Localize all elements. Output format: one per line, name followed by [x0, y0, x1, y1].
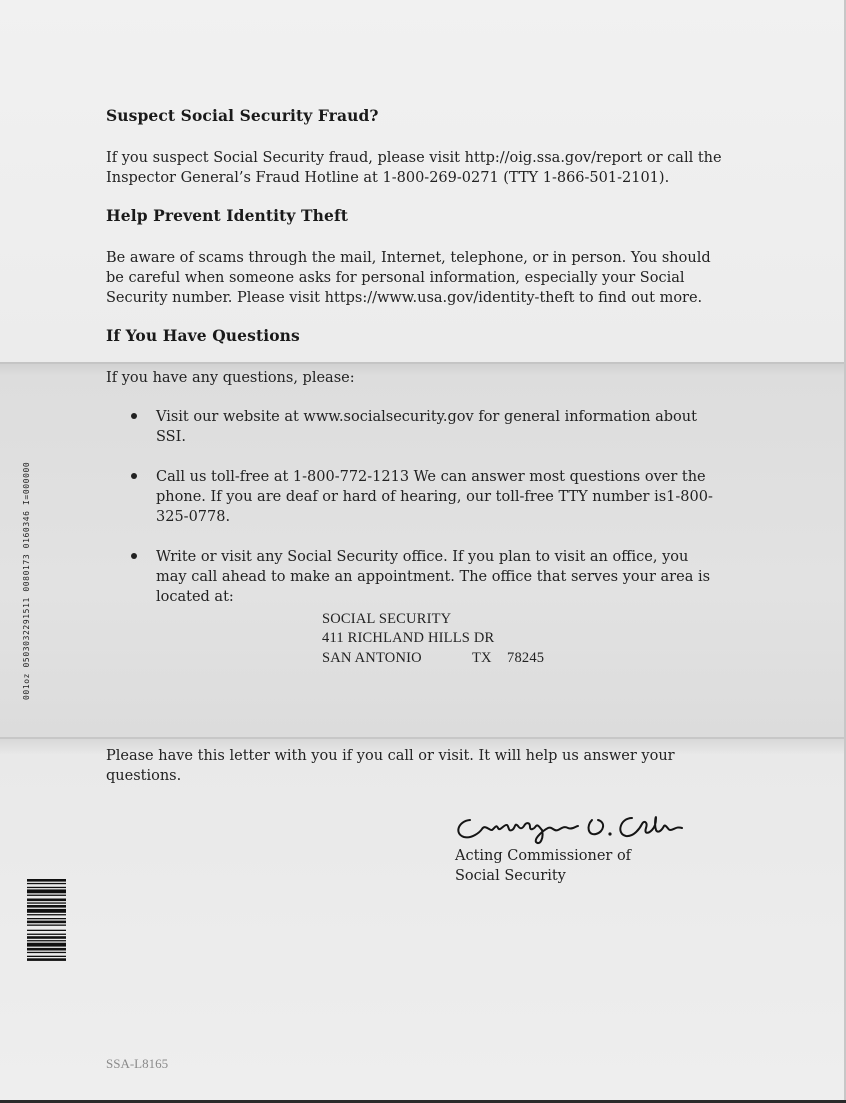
barcode-bar: [27, 956, 66, 957]
office-city: SAN ANTONIO: [322, 650, 422, 666]
identity-heading: Help Prevent Identity Theft: [106, 206, 349, 225]
fraud-text-line: Inspector General’s Fraud Hotline at 1-800-269-0271 (TTY 1-866-501-2101).: [106, 170, 670, 186]
bullet-website: [156, 407, 746, 447]
barcode-bar: [27, 879, 66, 882]
bullet-line: SSI.: [156, 429, 186, 445]
barcode-bar: [27, 958, 66, 961]
fraud-text-line: If you suspect Social Security fraud, please visit http://oig.ssa.gov/report or call the: [106, 150, 722, 166]
barcode-bar: [27, 905, 66, 908]
bullet-line: located at:: [156, 589, 234, 605]
barcode-bar: [27, 889, 66, 893]
paper-panel-bottom: [0, 737, 846, 1103]
form-code: SSA-L8165: [106, 1056, 169, 1071]
bullet-dot: [131, 473, 137, 479]
identity-text-line: Security number. Please visit https://www.usa.gov/identity-theft to find out more.: [106, 290, 703, 306]
barcode-bar: [27, 921, 66, 924]
office-name: SOCIAL SECURITY: [322, 611, 452, 627]
barcode-bar: [27, 909, 66, 913]
barcode-bar: [27, 930, 66, 931]
barcode-bar: [27, 918, 66, 919]
closing-line: Please have this letter with you if you call or visit. It will help us answer your: [106, 748, 675, 764]
signer-title-line: Social Security: [455, 868, 566, 884]
identity-text-line: be careful when someone asks for personal information, especially your Social: [106, 270, 685, 286]
barcode-bar: [27, 902, 66, 903]
questions-heading: If You Have Questions: [106, 326, 300, 345]
barcode-bar: [27, 948, 66, 951]
barcode-bar: [27, 952, 66, 953]
barcode-image: [27, 879, 66, 990]
signer-title-line: Acting Commissioner of: [455, 848, 632, 864]
barcode-bar: [27, 940, 66, 941]
bullet-line: Call us toll-free at 1-800-772-1213 We can answer most questions over the: [156, 469, 706, 485]
closing-line: questions.: [106, 768, 182, 784]
bullet-phone: [156, 467, 746, 527]
barcode-bar: [27, 934, 66, 935]
bullet-line: 325-0778.: [156, 509, 231, 525]
barcode-bar: [27, 883, 66, 884]
mailing-code: 001oz 0503032291511 0080173 0160346 I=000000: [22, 461, 31, 700]
barcode-bar: [27, 925, 66, 926]
bullet-dot: [131, 413, 137, 419]
fold-line: [0, 737, 846, 739]
fold-line: [0, 362, 846, 364]
barcode-bar: [27, 887, 66, 888]
barcode-bar: [27, 899, 66, 902]
barcode-bar: [27, 936, 66, 939]
bullet-line: phone. If you are deaf or hard of hearing, our toll-free TTY number is1-800-: [156, 489, 713, 505]
bullet-line: may call ahead to make an appointment. The office that serves your area is: [156, 569, 711, 585]
bullet-visit: [156, 547, 746, 607]
fraud-heading: Suspect Social Security Fraud?: [106, 106, 379, 125]
bullet-dot: [131, 553, 137, 559]
office-zip: 78245: [507, 650, 545, 666]
barcode-bar: [27, 943, 66, 947]
office-street: 411 RICHLAND HILLS DR: [322, 630, 495, 646]
identity-text-line: Be aware of scams through the mail, Internet, telephone, or in person. You should: [106, 250, 711, 266]
barcode-bar: [27, 914, 66, 915]
bullet-line: Write or visit any Social Security office. If you plan to visit an office, you: [156, 549, 689, 565]
bullet-line: Visit our website at www.socialsecurity.gov for general information about: [156, 409, 697, 425]
office-state: TX: [472, 650, 492, 666]
questions-intro: If you have any questions, please:: [106, 370, 355, 386]
barcode-bar: [27, 895, 66, 896]
